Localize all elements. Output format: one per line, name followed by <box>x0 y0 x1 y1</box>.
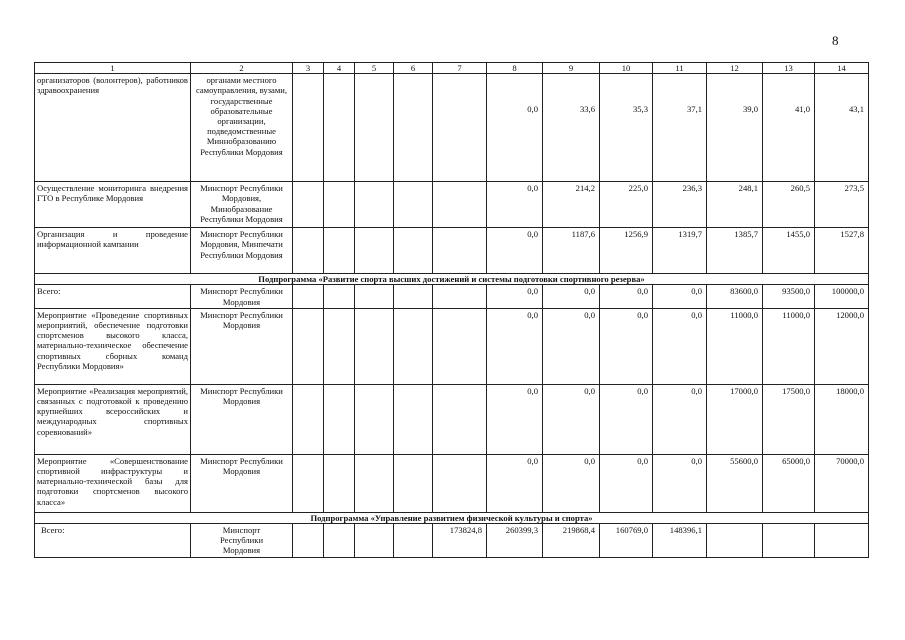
value-cell: 1319,7 <box>653 228 707 274</box>
table-row <box>35 454 869 512</box>
value-cell: 173824,8 <box>433 524 487 558</box>
column-number: 14 <box>815 63 869 74</box>
value-cell: 0,0 <box>543 384 600 454</box>
value-cell: 100000,0 <box>815 285 869 308</box>
value-cell: 260,5 <box>763 182 815 228</box>
column-number: 11 <box>653 63 707 74</box>
column-number: 6 <box>394 63 433 74</box>
executor-cell: Минспорт Республики Мордовия, Минпечати Республики Мордовия <box>191 228 293 274</box>
value-cell: 273,5 <box>815 182 869 228</box>
subprogram-heading-row <box>35 274 869 285</box>
value-cell: 0,0 <box>600 308 653 384</box>
value-cell: 225,0 <box>600 182 653 228</box>
value-cell: 0,0 <box>543 285 600 308</box>
value-cell: 0,0 <box>487 454 543 512</box>
activity-cell: Всего: <box>35 524 191 558</box>
value-cell: 0,0 <box>487 74 543 182</box>
value-cell: 248,1 <box>707 182 763 228</box>
column-number: 8 <box>487 63 543 74</box>
value-cell: 39,0 <box>707 74 763 182</box>
executor-cell: Минспорт Республики Мордовия <box>191 285 293 308</box>
column-number: 13 <box>763 63 815 74</box>
value-cell: 260399,3 <box>487 524 543 558</box>
value-cell: 160769,0 <box>600 524 653 558</box>
table-row <box>35 74 869 182</box>
value-cell: 0,0 <box>600 454 653 512</box>
activity-cell: Мероприятие «Проведение спортивных мероприятий, обеспечение подготовки спортсменов высокого класса, материально-техническое обеспечение спортивных сборных команд Республики Мордовия» <box>35 308 191 384</box>
activity-cell: Мероприятие «Совершенствование спортивной инфраструктуры и материально-технической базы для подготовки спортсменов высокого класса» <box>35 454 191 512</box>
value-cell: 37,1 <box>653 74 707 182</box>
executor-cell: органами местного самоуправления, вузами, государственные образовательные организации, подведомственные Миннобразованию Республики Мордовия <box>191 74 293 182</box>
value-cell: 41,0 <box>763 74 815 182</box>
value-cell: 0,0 <box>600 384 653 454</box>
column-number: 10 <box>600 63 653 74</box>
subprogram-title: Подпрограмма «Управление развитием физической культуры и спорта» <box>35 512 869 523</box>
activity-cell: организаторов (волонтеров), работников здравоохранения <box>35 74 191 182</box>
executor-cell: Минспорт Республики Мордовия <box>191 524 293 558</box>
value-cell: 0,0 <box>653 384 707 454</box>
activity-cell: Организация и проведение информационной кампании <box>35 228 191 274</box>
budget-table <box>34 62 869 558</box>
value-cell: 55600,0 <box>707 454 763 512</box>
executor-cell: Минспорт Республики Мордовия <box>191 454 293 512</box>
value-cell: 0,0 <box>653 454 707 512</box>
subprogram-title: Подпрограмма «Развитие спорта высших достижений и системы подготовки спортивного резерва» <box>35 274 869 285</box>
value-cell: 17000,0 <box>707 384 763 454</box>
value-cell: 148396,1 <box>653 524 707 558</box>
value-cell: 0,0 <box>653 285 707 308</box>
value-cell: 70000,0 <box>815 454 869 512</box>
value-cell: 214,2 <box>543 182 600 228</box>
value-cell: 17500,0 <box>763 384 815 454</box>
value-cell: 0,0 <box>487 182 543 228</box>
column-number: 4 <box>324 63 355 74</box>
table-row <box>35 285 869 308</box>
value-cell: 219868,4 <box>543 524 600 558</box>
value-cell: 1527,8 <box>815 228 869 274</box>
value-cell: 65000,0 <box>763 454 815 512</box>
activity-cell: Мероприятие «Реализация мероприятий, связанных с подготовкой к проведению крупнейших всероссийских и международных спортивных соревнований» <box>35 384 191 454</box>
value-cell: 0,0 <box>543 454 600 512</box>
column-number: 9 <box>543 63 600 74</box>
value-cell: 83600,0 <box>707 285 763 308</box>
column-number: 7 <box>433 63 487 74</box>
value-cell: 0,0 <box>487 228 543 274</box>
executor-cell: Минспорт Республики Мордовия, Минобразование Республики Мордовия <box>191 182 293 228</box>
column-number: 5 <box>355 63 394 74</box>
table-row <box>35 182 869 228</box>
column-number: 2 <box>191 63 293 74</box>
value-cell: 1187,6 <box>543 228 600 274</box>
page-number: 8 <box>832 33 839 48</box>
value-cell: 1455,0 <box>763 228 815 274</box>
subprogram-heading-row <box>35 512 869 523</box>
value-cell: 0,0 <box>653 308 707 384</box>
value-cell: 12000,0 <box>815 308 869 384</box>
value-cell: 35,3 <box>600 74 653 182</box>
column-number: 1 <box>35 63 191 74</box>
column-number-row <box>35 63 869 74</box>
value-cell: 11000,0 <box>763 308 815 384</box>
value-cell: 236,3 <box>653 182 707 228</box>
value-cell: 1385,7 <box>707 228 763 274</box>
table-row <box>35 228 869 274</box>
value-cell: 0,0 <box>487 308 543 384</box>
value-cell: 0,0 <box>487 285 543 308</box>
value-cell: 0,0 <box>600 285 653 308</box>
value-cell: 43,1 <box>815 74 869 182</box>
value-cell: 33,6 <box>543 74 600 182</box>
value-cell: 0,0 <box>487 384 543 454</box>
table-row <box>35 524 869 558</box>
activity-cell: Всего: <box>35 285 191 308</box>
value-cell: 93500,0 <box>763 285 815 308</box>
column-number: 12 <box>707 63 763 74</box>
activity-cell: Осуществление мониторинга внедрения ГТО в Республике Мордовия <box>35 182 191 228</box>
value-cell: 0,0 <box>543 308 600 384</box>
value-cell: 18000,0 <box>815 384 869 454</box>
table-row <box>35 308 869 384</box>
column-number: 3 <box>293 63 324 74</box>
value-cell: 11000,0 <box>707 308 763 384</box>
executor-cell: Минспорт Республики Мордовия <box>191 384 293 454</box>
executor-cell: Минспорт Республики Мордовия <box>191 308 293 384</box>
value-cell: 1256,9 <box>600 228 653 274</box>
table-row <box>35 384 869 454</box>
